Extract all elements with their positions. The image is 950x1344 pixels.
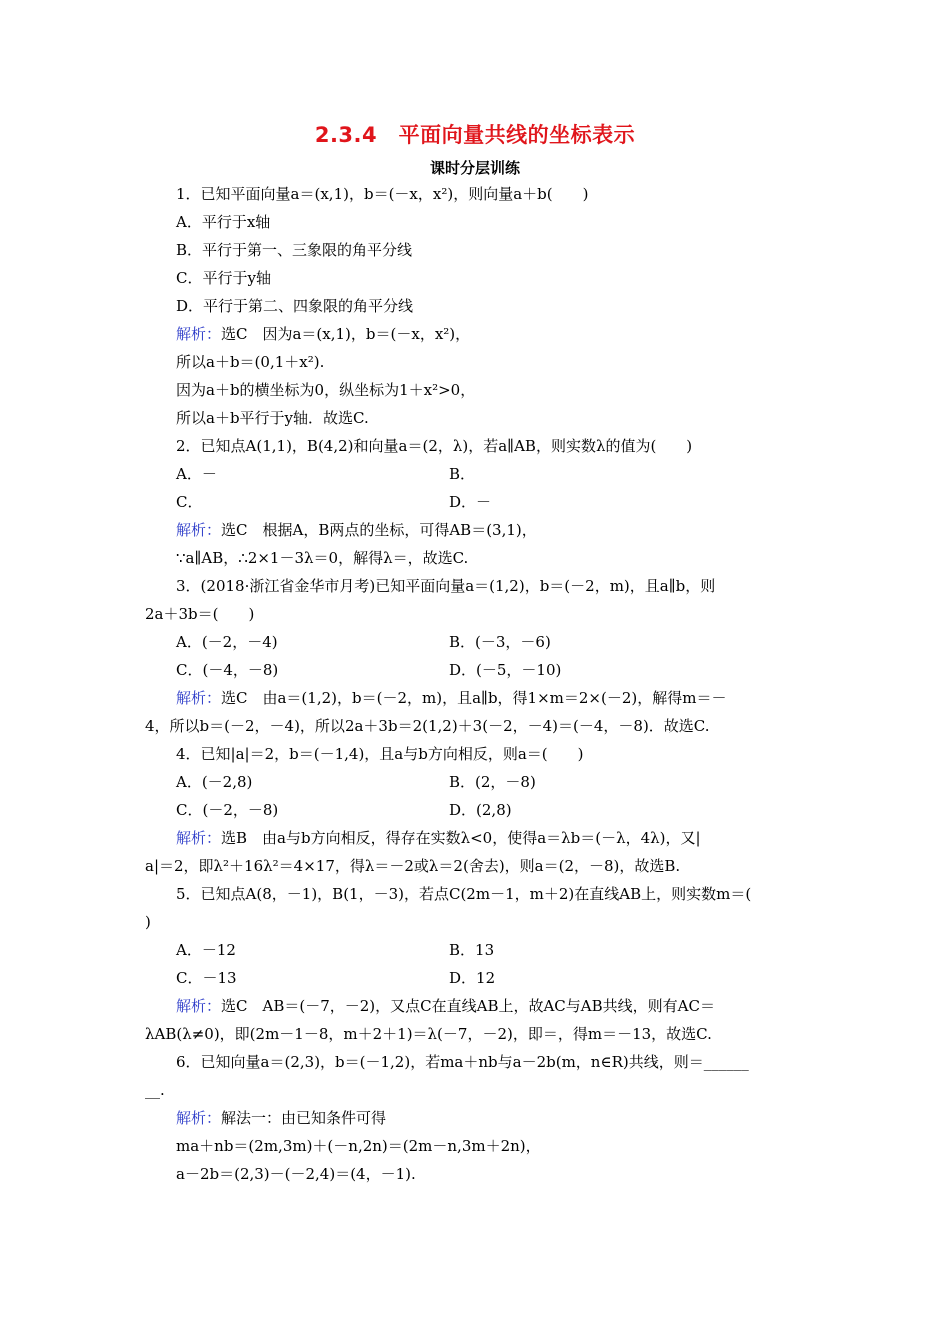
page-title: 2.3.4 平面向量共线的坐标表示 (314, 123, 636, 147)
line-text: A．平行于x轴 (176, 213, 271, 231)
answer-option: B． (449, 465, 476, 483)
line-text: 1．已知平面向量a＝(x,1)，b＝(－x，x²)，则向量a＋b( ) (176, 185, 589, 203)
solution-label: 解析： (176, 829, 222, 847)
text-line (176, 772, 252, 792)
line-text: 5．已知点A(8，－1)，B(1，－3)，若点C(2m－1，m＋2)在直线AB上，则实数m＝( (176, 885, 752, 903)
line-text: ∵a∥AB，∴2×1－3λ＝0，解得λ＝，故选C. (176, 549, 469, 567)
text-line (176, 240, 412, 260)
line-text: 解法一：由已知条件可得 (221, 1109, 387, 1127)
line-text: C．平行于y轴 (176, 269, 271, 287)
text-line (176, 940, 236, 960)
answer-option: B．(－3，－6) (449, 633, 551, 651)
text-line (176, 352, 324, 372)
text-line (176, 1164, 416, 1184)
text-line (145, 604, 254, 624)
answer-option: B．13 (449, 941, 495, 959)
answer-option: B．(2，－8) (449, 773, 536, 791)
text-line (176, 744, 584, 764)
line-text: __. (145, 1081, 165, 1099)
answer-option: D．－ (449, 493, 492, 511)
text-line (176, 436, 692, 456)
line-text: C．－13 (176, 969, 237, 987)
text-line (145, 716, 710, 736)
solution-label: 解析： (176, 689, 222, 707)
solution-line (176, 688, 726, 708)
line-text: 选C AB＝(－7，－2)，又点C在直线AB上，故AC与AB共线，则有AC＝ (221, 997, 715, 1015)
line-text: D．平行于第二、四象限的角平分线 (176, 297, 414, 315)
page-subtitle: 课时分层训练 (429, 159, 520, 177)
text-line (176, 884, 751, 904)
line-text: 选C 由a＝(1,2)，b＝(－2，m)，且a∥b，得1×m＝2×(－2)，解得m＝－ (221, 689, 727, 707)
text-line (145, 1024, 712, 1044)
line-text: A．(－2,8) (176, 773, 253, 791)
line-text: ) (145, 913, 151, 931)
solution-line (176, 828, 701, 848)
line-text: 2．已知点A(1,1)，B(4,2)和向量a＝(2，λ)，若a∥AB，则实数λ的值为( ) (176, 437, 693, 455)
text-line (176, 548, 468, 568)
text-line (176, 464, 217, 484)
line-text: a－2b＝(2,3)－(－2,4)＝(4，－1). (176, 1165, 416, 1183)
text-line (176, 296, 413, 316)
line-text: 4．已知|a|＝2，b＝(－1,4)，且a与b方向相反，则a＝( ) (176, 745, 584, 763)
line-text: 6．已知向量a＝(2,3)，b＝(－1,2)，若ma＋nb与a－2b(m，n∈R)共线，则＝______ (176, 1053, 749, 1071)
text-line (176, 184, 588, 204)
line-text: C．(－4，－8) (176, 661, 279, 679)
line-text: 选C 根据A，B两点的坐标，可得AB＝(3,1)， (221, 521, 537, 539)
solution-line (176, 520, 537, 540)
text-line (145, 856, 680, 876)
line-text: 4，所以b＝(－2，－4)，所以2a＋3b＝2(1,2)＋3(－2，－4)＝(－4，－8)．故选C. (145, 717, 710, 735)
text-line (176, 1136, 541, 1156)
text-line (176, 380, 475, 400)
solution-label: 解析： (176, 325, 222, 343)
line-text: 3．(2018·浙江省金华市月考)已知平面向量a＝(1,2)，b＝(－2，m)，且a∥b，则 (176, 577, 716, 595)
text-line (176, 212, 270, 232)
solution-line (176, 996, 715, 1016)
answer-option: D．12 (449, 969, 496, 987)
solution-label: 解析： (176, 997, 222, 1015)
line-text: a|＝2，即λ²＋16λ²＝4×17，得λ＝－2或λ＝2(舍去)，则a＝(2，－8)，故选B. (145, 857, 681, 875)
solution-label: 解析： (176, 521, 222, 539)
line-text: 选C 因为a＝(x,1)，b＝(－x，x²)， (221, 325, 471, 343)
text-line (176, 576, 715, 596)
text-line (145, 1080, 165, 1100)
line-text: 因为a＋b的横坐标为0，纵坐标为1＋x²>0， (176, 381, 476, 399)
line-text: 选B 由a与b方向相反，得存在实数λ<0，使得a＝λb＝(－λ，4λ)，又| (221, 829, 701, 847)
text-line (145, 912, 151, 932)
text-line (176, 492, 202, 512)
answer-option: D．(2,8) (449, 801, 512, 819)
solution-line (176, 1108, 386, 1128)
line-text: 所以a＋b＝(0,1＋x²). (176, 353, 325, 371)
line-text: ma＋nb＝(2m,3m)＋(－n,2n)＝(2m－n,3m＋2n)， (176, 1137, 541, 1155)
solution-line (176, 324, 470, 344)
line-text: λAB(λ≠0)，即(2m－1－8，m＋2＋1)＝λ(－7，－2)，即＝，得m＝－13，故选C. (145, 1025, 712, 1043)
line-text: A．－ (176, 465, 217, 483)
line-text: A．(－2，－4) (176, 633, 278, 651)
text-line (176, 968, 237, 988)
text-line (176, 632, 278, 652)
solution-label: 解析： (176, 1109, 222, 1127)
line-text: A．－12 (176, 941, 236, 959)
text-line (176, 268, 271, 288)
line-text: C． (176, 493, 203, 511)
text-line (176, 660, 278, 680)
line-text: 所以a＋b平行于y轴．故选C. (176, 409, 369, 427)
answer-option: D．(－5，－10) (449, 661, 562, 679)
line-text: B．平行于第一、三象限的角平分线 (176, 241, 413, 259)
text-line (176, 408, 369, 428)
line-text: C．(－2，－8) (176, 801, 279, 819)
line-text: 2a＋3b＝( ) (145, 605, 255, 623)
text-line (176, 800, 278, 820)
text-line (176, 1052, 749, 1072)
